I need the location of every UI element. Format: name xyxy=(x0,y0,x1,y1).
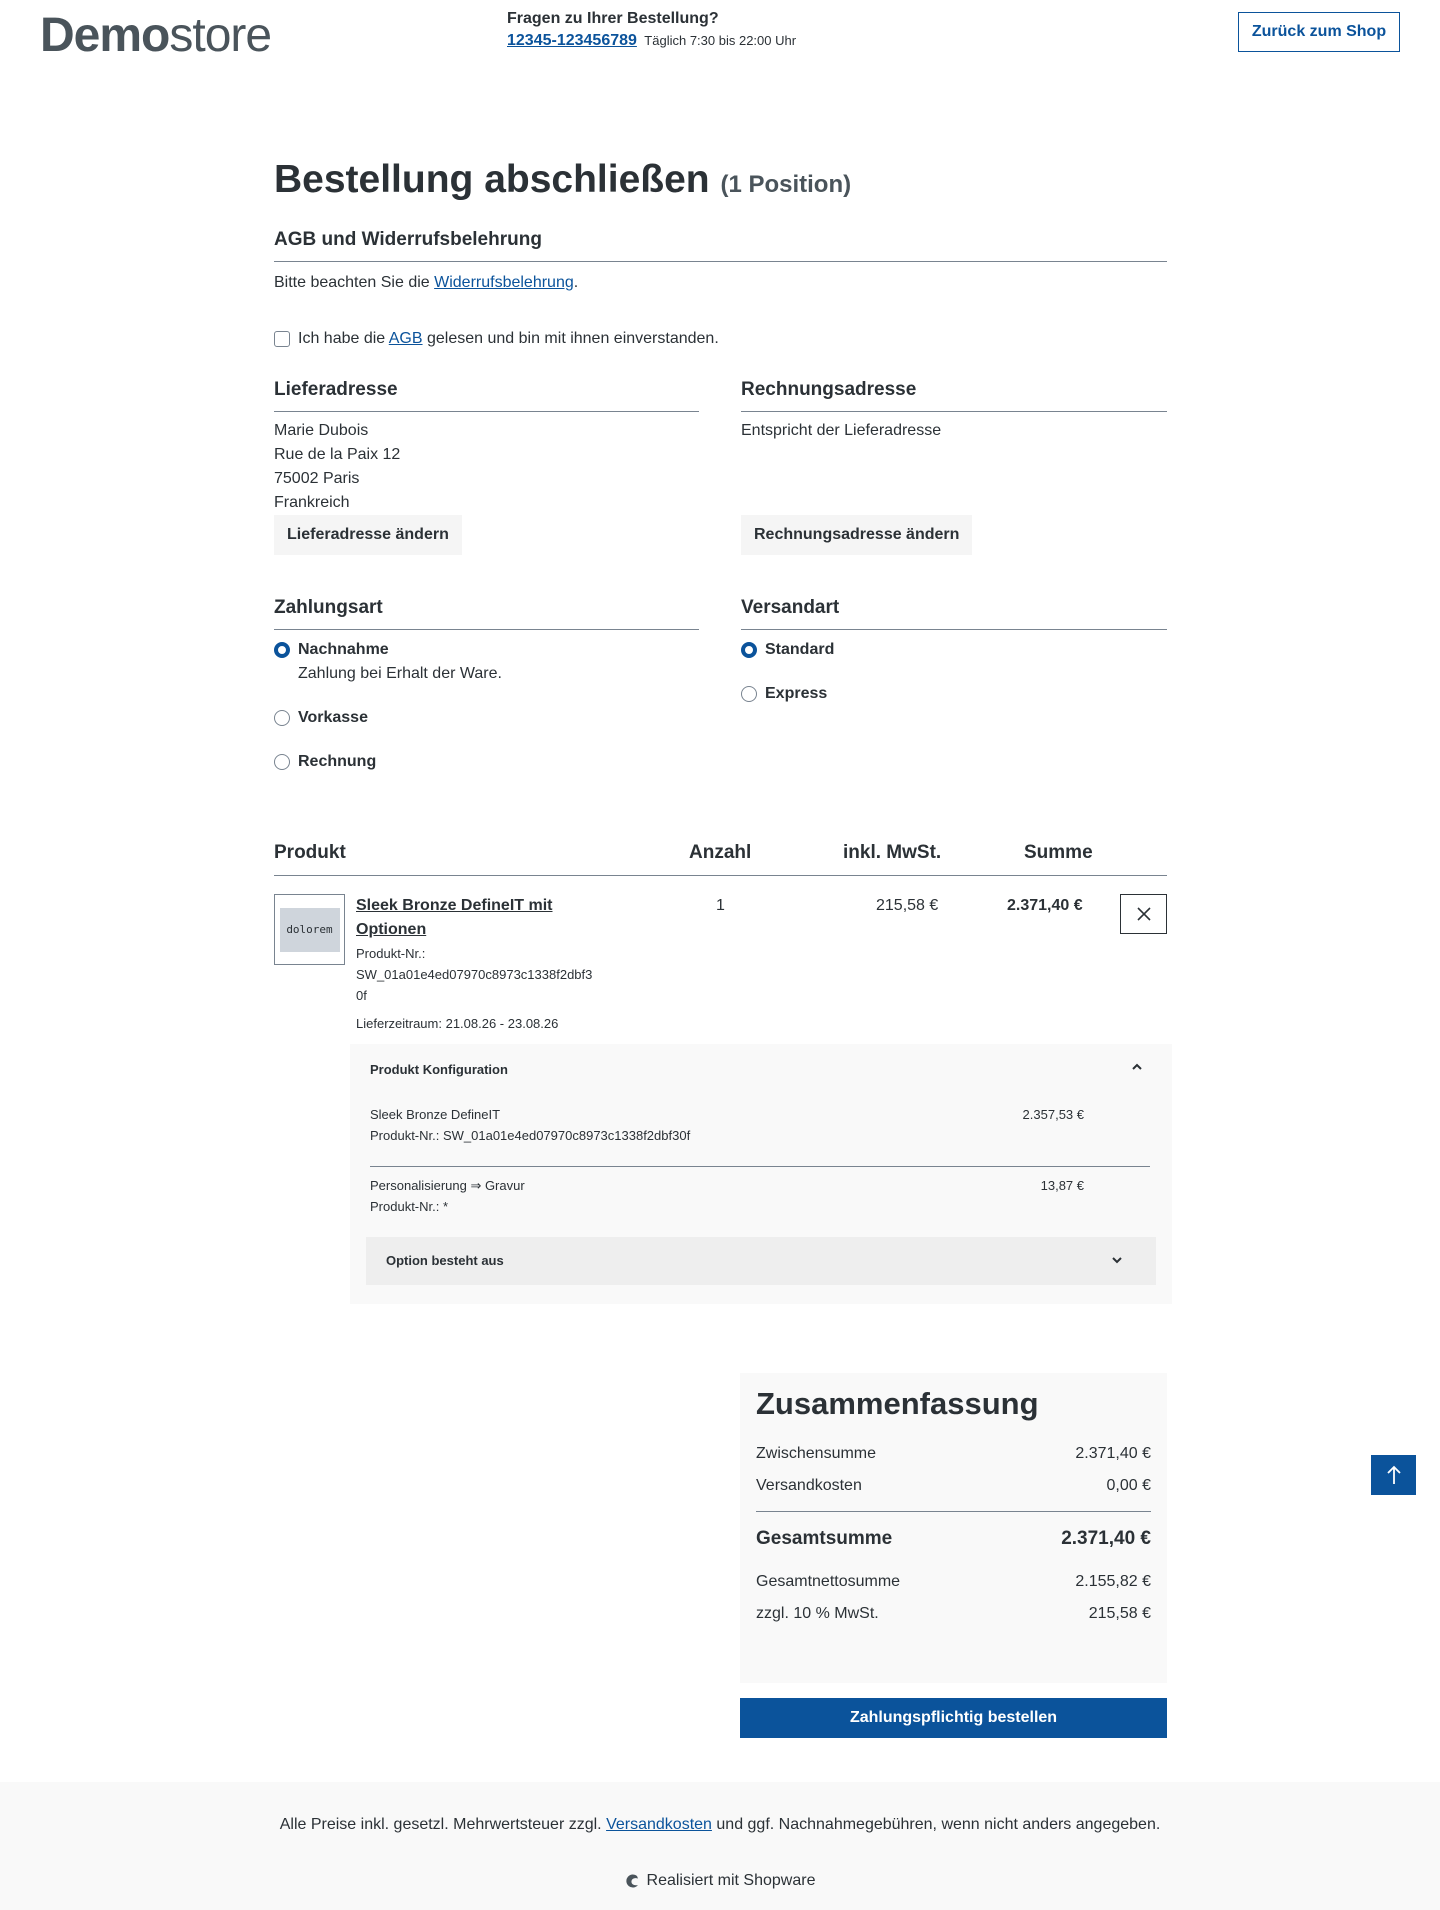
footer-credit[interactable]: Realisiert mit Shopware xyxy=(0,1872,1440,1890)
option-accordion-label: Option besteht aus xyxy=(386,1253,504,1268)
position-count: (1 Position) xyxy=(720,171,852,198)
configuration-title[interactable]: Produkt Konfiguration xyxy=(370,1062,508,1077)
address-street: Rue de la Paix 12 xyxy=(274,446,401,463)
terms-checkbox-label: Ich habe die AGB gelesen und bin mit ihnen einverstanden. xyxy=(298,330,719,347)
product-total: 2.371,40 € xyxy=(1007,897,1083,914)
billing-address-heading: Rechnungsadresse xyxy=(741,379,1167,412)
footer xyxy=(0,1782,1440,1910)
config-item xyxy=(370,1175,525,1217)
option-accordion[interactable] xyxy=(366,1237,1156,1285)
terms-heading: AGB und Widerrufsbelehrung xyxy=(274,229,1167,262)
back-to-shop-button[interactable]: Zurück zum Shop xyxy=(1238,12,1400,52)
config-divider xyxy=(370,1166,1150,1167)
summary-subtotal-row: Zwischensumme 2.371,40 € xyxy=(756,1445,1151,1462)
chevron-down-icon xyxy=(1110,1253,1124,1267)
change-billing-address-button[interactable]: Rechnungsadresse ändern xyxy=(741,515,972,555)
summary-shipping-row: Versandkosten 0,00 € xyxy=(756,1477,1151,1494)
summary-divider xyxy=(756,1511,1151,1512)
arrow-up-icon xyxy=(1387,1465,1401,1485)
chevron-up-icon[interactable] xyxy=(1130,1060,1144,1074)
payment-radio-vorkasse[interactable] xyxy=(274,710,290,726)
config-item-name: Sleek Bronze DefineIT xyxy=(370,1107,501,1122)
agb-link[interactable]: AGB xyxy=(388,330,423,347)
scroll-to-top-button[interactable] xyxy=(1371,1455,1416,1495)
payment-label-vorkasse[interactable]: Vorkasse xyxy=(298,709,368,726)
cart-table-header xyxy=(274,842,1167,876)
address-country: Frankreich xyxy=(274,494,350,511)
hotline-line xyxy=(507,32,796,50)
footer-price-note: Alle Preise inkl. gesetzl. Mehrwertsteuer zzgl. Versandkosten und ggf. Nachnahmegebühren, wenn nicht anders angegeben. xyxy=(279,1816,1161,1833)
config-item-name: Personalisierung ⇒ Gravur xyxy=(370,1178,525,1193)
config-item-number: Produkt-Nr.: SW_01a01e4ed07970c8973c1338f2dbf30f xyxy=(370,1128,691,1143)
shipping-method-heading: Versandart xyxy=(741,597,1167,630)
col-quantity: Anzahl xyxy=(689,842,752,863)
config-item-price: 2.357,53 € xyxy=(1022,1107,1084,1122)
shipping-address-heading: Lieferadresse xyxy=(274,379,699,412)
config-item-price: 13,87 € xyxy=(1040,1178,1084,1193)
shipping-costs-link[interactable]: Versandkosten xyxy=(606,1816,712,1833)
delivery-time: Lieferzeitraum: 21.08.26 - 23.08.26 xyxy=(356,1016,559,1031)
product-image: dolorem xyxy=(280,908,340,952)
shipping-label-standard[interactable]: Standard xyxy=(765,641,835,658)
hotline-info xyxy=(507,10,796,50)
summary-net-row: Gesamtnettosumme 2.155,82 € xyxy=(756,1573,1151,1590)
summary-heading: Zusammenfassung xyxy=(756,1386,1039,1421)
summary-tax-row: zzgl. 10 % MwSt. 215,58 € xyxy=(756,1605,1151,1622)
store-logo[interactable]: Demostore xyxy=(40,9,272,62)
billing-address-note: Entspricht der Lieferadresse xyxy=(741,422,942,439)
shipping-label-express[interactable]: Express xyxy=(765,685,828,702)
product-tax: 215,58 € xyxy=(876,897,939,914)
remove-item-button[interactable] xyxy=(1120,894,1167,934)
payment-label-rechnung[interactable]: Rechnung xyxy=(298,753,377,770)
payment-label-nachnahme[interactable]: Nachnahme xyxy=(298,641,389,658)
shipping-address-block xyxy=(274,419,400,515)
payment-radio-nachnahme[interactable] xyxy=(274,642,290,658)
address-city: 75002 Paris xyxy=(274,470,360,487)
product-thumbnail[interactable] xyxy=(274,894,345,965)
shopware-logo-icon xyxy=(625,1873,641,1889)
shipping-radio-express[interactable] xyxy=(741,686,757,702)
config-item-number: Produkt-Nr.: * xyxy=(370,1199,449,1214)
change-shipping-address-button[interactable]: Lieferadresse ändern xyxy=(274,515,462,555)
payment-radio-rechnung[interactable] xyxy=(274,754,290,770)
header xyxy=(0,0,1440,70)
hotline-title: Fragen zu Ihrer Bestellung? xyxy=(507,10,719,27)
product-name-link[interactable]: Sleek Bronze DefineIT mit Optionen xyxy=(356,897,553,938)
summary-total-row: Gesamtsumme 2.371,40 € xyxy=(756,1528,1151,1549)
hotline-phone-link[interactable]: 12345-123456789 xyxy=(507,32,637,49)
page-title: Bestellung abschließen (1 Position) xyxy=(274,158,852,201)
product-configuration-panel xyxy=(350,1044,1172,1304)
shipping-radio-standard[interactable] xyxy=(741,642,757,658)
col-tax: inkl. MwSt. xyxy=(843,842,942,863)
address-name: Marie Dubois xyxy=(274,422,369,439)
product-number-label: Produkt-Nr.: xyxy=(356,946,426,961)
order-summary xyxy=(740,1373,1167,1683)
payment-description: Zahlung bei Erhalt der Ware. xyxy=(298,665,502,682)
col-product: Produkt xyxy=(274,842,346,863)
product-number: SW_01a01e4ed07970c8973c1338f2dbf30f xyxy=(356,967,593,1003)
product-quantity: 1 xyxy=(716,897,725,914)
revocation-link[interactable]: Widerrufsbelehrung xyxy=(434,274,574,291)
close-icon xyxy=(1136,906,1152,922)
config-item xyxy=(370,1104,690,1146)
payment-heading: Zahlungsart xyxy=(274,597,699,630)
place-order-button[interactable]: Zahlungspflichtig bestellen xyxy=(740,1698,1167,1738)
revocation-notice: Bitte beachten Sie die Widerrufsbelehrung. xyxy=(274,274,579,291)
terms-checkbox[interactable] xyxy=(274,331,290,347)
hotline-hours: Täglich 7:30 bis 22:00 Uhr xyxy=(644,33,797,48)
col-total: Summe xyxy=(1024,842,1093,863)
